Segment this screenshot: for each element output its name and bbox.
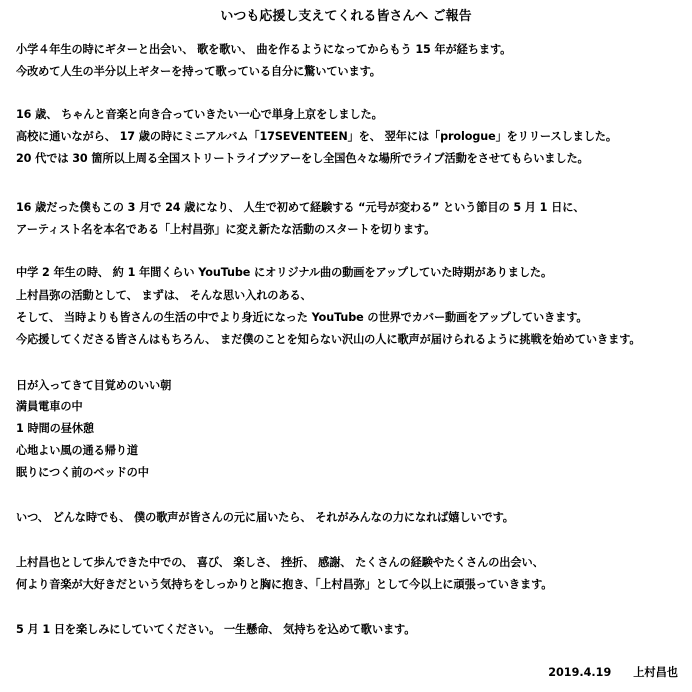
signature-name: 上村昌也 [633, 666, 678, 679]
body-line: 眠りにつく前のベッドの中 [16, 466, 149, 479]
body-line: 1 時間の昼休憩 [16, 422, 95, 435]
body-line: 心地よい風の通る帰り道 [16, 444, 138, 457]
body-line: 満員電車の中 [16, 400, 83, 413]
signature [548, 665, 678, 681]
body-line: 16 歳だった僕もこの 3 月で 24 歳になり、 人生で初めて経験する “元号が変わる” という節目の 5 月 1 日に、 [16, 201, 585, 214]
body-line: 何より音楽が大好きだという気持ちをしっかりと胸に抱き、「上村昌弥」として今以上に頑張っていきます。 [16, 578, 553, 591]
body-line: 上村昌也として歩んできた中での、 喜び、 楽しさ、 挫折、 感謝、 たくさんの経験やたくさんの出会い、 [16, 556, 544, 569]
body-line: アーティスト名を本名である「上村昌弥」に変え新たな活動のスタートを切ります。 [16, 223, 436, 236]
body-line: 日が入ってきて目覚めのいい朝 [16, 379, 172, 392]
body-line: 小学４年生の時にギターと出会い、 歌を歌い、 曲を作るようになってからもう 15 年が経ちます。 [16, 43, 512, 56]
signature-date: 2019.4.19 [548, 666, 612, 679]
body-line: そして、 当時よりも皆さんの生活の中でより身近になった YouTube の世界でカバー動画をアップしていきます。 [16, 311, 588, 324]
body-line: 今応援してくださる皆さんはもちろん、 まだ僕のことを知らない沢山の人に歌声が届けられるように挑戦を始めていきます。 [16, 333, 641, 346]
body-line: いつ、 どんな時でも、 僕の歌声が皆さんの元に届いたら、 それがみんなの力になれば嬉しいです。 [16, 511, 514, 524]
body-line: 16 歳、 ちゃんと音楽と向き合っていきたい一心で単身上京をしました。 [16, 108, 383, 121]
letter-title: いつも応援し支えてくれる皆さんへ ご報告 [220, 9, 472, 24]
body-line: 20 代では 30 箇所以上周る全国ストリートライブツアーをし全国色々な場所でライブ活動をさせてもらいました。 [16, 152, 589, 165]
body-line: 高校に通いながら、 17 歳の時にミニアルバム「17SEVENTEEN」を、 翌年には「prologue」をリリースしました。 [16, 130, 617, 143]
body-line: 上村昌弥の活動として、 まずは、 そんな思い入れのある、 [16, 289, 312, 302]
body-line: 今改めて人生の半分以上ギターを持って歌っている自分に驚いています。 [16, 65, 381, 78]
body-line: 中学 2 年生の時、 約 1 年間くらい YouTube にオリジナル曲の動画をアップしていた時期がありました。 [16, 266, 553, 279]
body-line: 5 月 1 日を楽しみにしていてください。 一生懸命、 気持ちを込めて歌います。 [16, 623, 416, 636]
